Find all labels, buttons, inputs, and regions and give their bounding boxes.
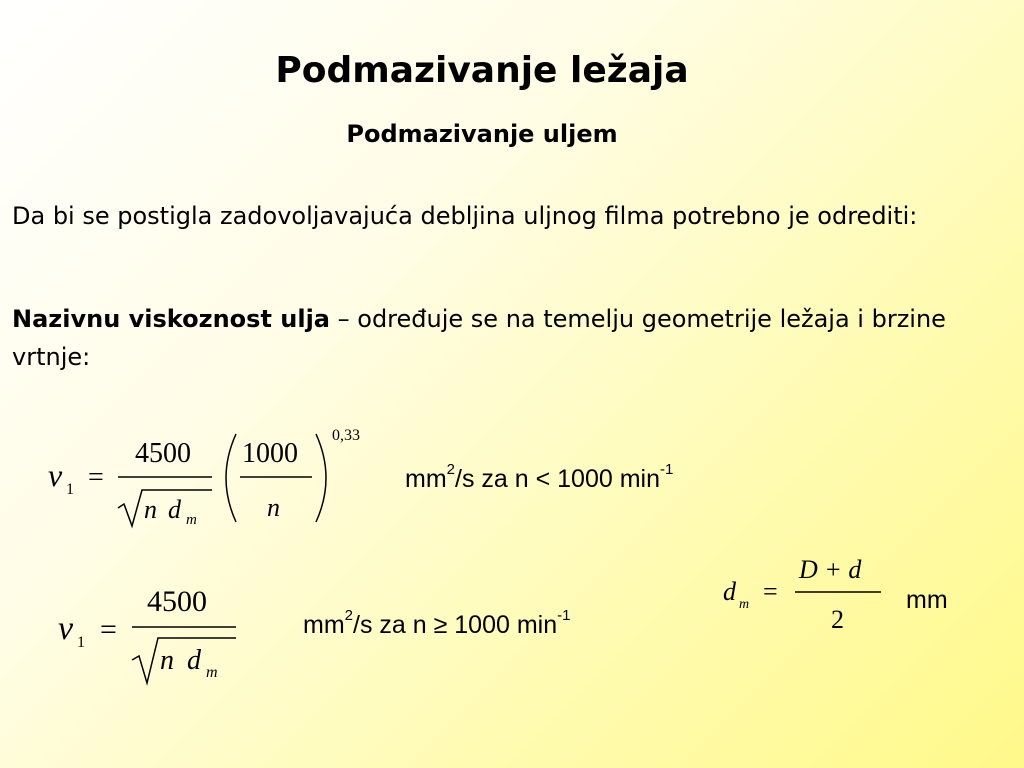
formula1-graphic — [40, 420, 380, 530]
formula2-unit: mm — [303, 611, 345, 639]
formula1-left-paren — [226, 434, 236, 522]
formula2-unit-condition — [303, 607, 571, 640]
formula1-nu: ν — [48, 457, 63, 493]
formula3-denominator: 2 — [831, 605, 844, 634]
formula2-nu: ν — [58, 610, 74, 647]
formula2-condition-sup: -1 — [557, 607, 571, 624]
formula2-condition: /s za n ≥ 1000 min — [353, 611, 558, 639]
formula1-unit-condition — [405, 461, 674, 494]
slide-subtitle: Podmazivanje uljem — [346, 120, 618, 148]
formula2-graphic — [50, 575, 250, 690]
formula3-d-sub: m — [739, 597, 750, 612]
formula1-unit-sup: 2 — [446, 461, 455, 478]
formula1-root-sign — [118, 490, 212, 526]
formula2-root-sign — [132, 638, 236, 683]
formula2-numerator: 4500 — [147, 585, 207, 618]
formula1-inner-numerator: 1000 — [242, 438, 298, 469]
viscosity-description: – određuje se na temelju geometrije ležaja i brzine vrtnje: — [12, 305, 946, 371]
formula1-root-d-sub: m — [186, 512, 197, 528]
formula2-root-d-sub: m — [206, 664, 218, 681]
formula1-inner-denominator: n — [267, 493, 280, 522]
formula1-root-d: d — [168, 495, 181, 524]
formula1-exponent: 0,33 — [332, 427, 360, 444]
formula1-condition: /s za n < 1000 min — [455, 465, 660, 493]
intro-paragraph: Da bi se postigla zadovoljavajuća debljina uljnog filma potrebno je odrediti: — [12, 202, 918, 230]
formula2-nu-sub: 1 — [77, 634, 85, 651]
formula1-root-n: n — [144, 495, 157, 524]
formula1-right-paren — [316, 434, 326, 522]
formula3-numerator: D + d — [799, 555, 862, 584]
formula3-graphic — [715, 550, 890, 640]
formula2-root-d: d — [187, 645, 201, 676]
viscosity-paragraph — [12, 300, 1002, 376]
formula1-unit: mm — [405, 465, 447, 493]
formula1-condition-sup: -1 — [659, 461, 674, 478]
formula2-root-n: n — [160, 645, 174, 676]
viscosity-term: Nazivnu viskoznost ulja — [12, 305, 330, 333]
slide-title: Podmazivanje ležaja — [275, 50, 689, 91]
viscosity-formula-low-speed — [40, 420, 380, 530]
formula2-equals: = — [100, 613, 117, 646]
formula1-equals: = — [88, 462, 104, 493]
formula2-unit-sup: 2 — [344, 607, 353, 624]
formula3-equals: = — [763, 577, 778, 606]
formula3-unit: mm — [906, 586, 948, 614]
formula1-numerator: 4500 — [135, 438, 191, 469]
formula1-nu-sub: 1 — [66, 481, 74, 498]
viscosity-formula-high-speed — [50, 575, 250, 690]
formula3-d: d — [723, 577, 736, 606]
mean-diameter-formula — [715, 550, 890, 640]
